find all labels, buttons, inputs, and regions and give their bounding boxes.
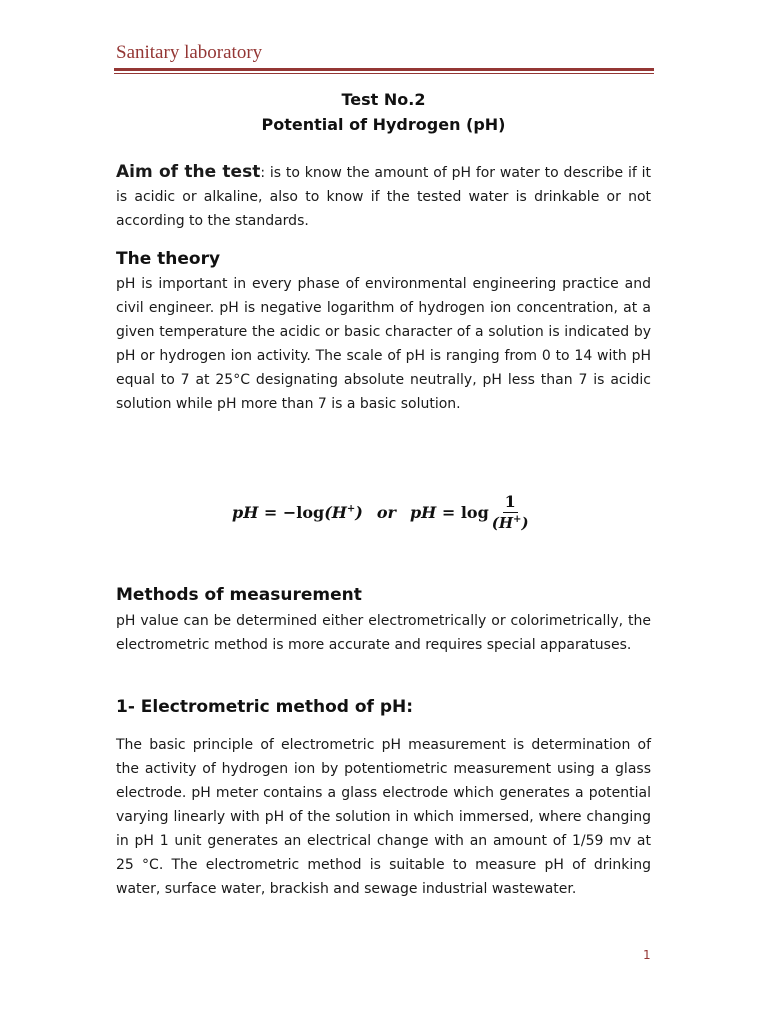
theory-paragraph: pH is important in every phase of environmental engineering practice and civil engineer. pH is negative logarithm of hydrogen ion concentration, at a given temperature the acidic or basic character of a solution is indicated by pH or hydrogen ion activity. The scale of pH is ranging from 0 to 14 with pH equal to 7 at 25°C designating absolute neutrally, pH less than 7 is acidic solution while pH more than 7 is a basic solution. xyxy=(116,276,651,412)
theory-heading: The theory xyxy=(116,249,221,269)
ph-formula xyxy=(232,484,552,540)
aim-text: : is to know the amount of pH for water to describe if it is acidic or alkaline, also to know if the tested water is drinkable or not according to the standards. xyxy=(116,165,651,229)
formula-lhs-2: pH xyxy=(409,502,437,522)
page-number: 1 xyxy=(643,948,651,962)
electrometric-paragraph: The basic principle of electrometric pH measurement is determination of the activity of hydrogen ion by potentiometric measurement using a glass electrode. pH meter contains a glass electrode which generates a potential varying linearly with pH of the solution in which immersed, where changing in pH 1 unit generates an electrical change with an amount of 1/59 mv at 25 °C. The electrometric method is suitable to measure pH of drinking water, surface water, brackish and sewage industrial wastewater. xyxy=(116,737,651,897)
formula-lhs-1: pH xyxy=(232,502,259,522)
test-number: Test No.2 xyxy=(341,90,426,109)
electrometric-heading: 1- Electrometric method of pH: xyxy=(116,697,414,717)
header-rule-thin xyxy=(114,73,654,74)
header-rule-thick xyxy=(114,68,654,71)
methods-paragraph: pH value can be determined either electrometrically or colorimetrically, the electrometric method is more accurate and requires special apparatuses. xyxy=(116,613,651,653)
aim-paragraph xyxy=(116,160,651,233)
formula-or: or xyxy=(376,502,396,522)
formula-fraction xyxy=(492,492,529,532)
formula-log-2: log xyxy=(460,502,489,522)
formula-equals-1: = − xyxy=(258,502,297,522)
methods-heading: Methods of measurement xyxy=(116,585,362,605)
formula-log-1: log xyxy=(296,502,325,522)
formula-equals-2: = xyxy=(436,502,461,522)
formula-arg-1: (H+) xyxy=(324,502,363,522)
formula-denominator: (H+) xyxy=(491,514,529,532)
formula-numerator: 1 xyxy=(504,492,516,511)
test-title: Potential of Hydrogen (pH) xyxy=(261,115,506,134)
aim-label: Aim of the test xyxy=(116,162,261,182)
running-header: Sanitary laboratory xyxy=(116,42,263,63)
